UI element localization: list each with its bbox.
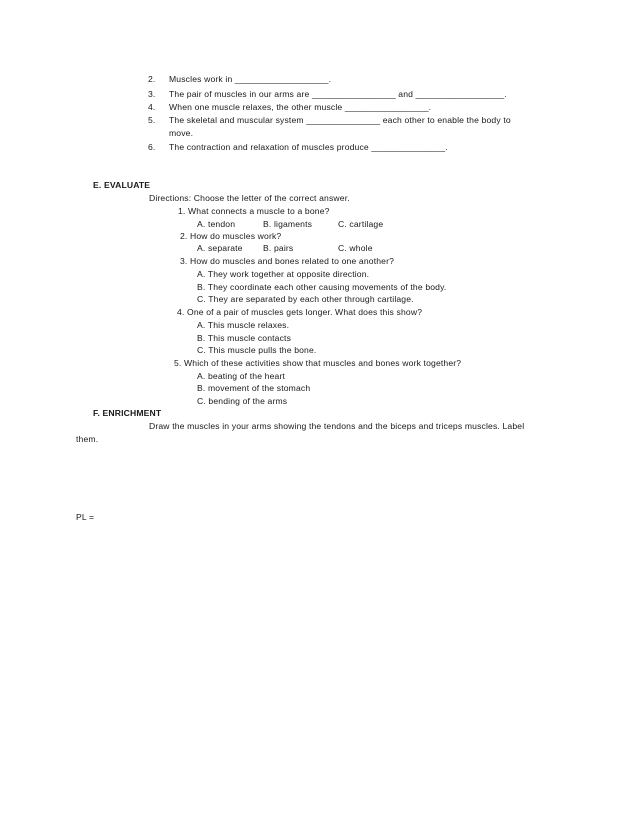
choice-1c: C. cartilage [338,219,384,229]
enrichment-text: Draw the muscles in your arms showing the tendons and the biceps and triceps muscles. Label [149,421,525,431]
item-text: Muscles work in ___________________. [169,74,332,84]
choice-2b: B. pairs [263,243,294,253]
item-number: 5. [148,115,156,125]
question-3: 3. How do muscles and bones related to one another? [180,256,395,266]
item-number: 4. [148,102,156,112]
question-4: 4. One of a pair of muscles gets longer. What does this show? [177,307,423,317]
item-number: 3. [148,89,156,99]
choice-2c: C. whole [338,243,373,253]
item-text: The contraction and relaxation of muscles produce _______________. [169,142,448,152]
choice-3a: A. They work together at opposite direction. [197,269,370,279]
item-text-continued: move. [169,128,194,138]
item-number: 2. [148,74,156,84]
choice-4a: A. This muscle relaxes. [197,320,290,330]
question-5: 5. Which of these activities show that muscles and bones work together? [174,358,462,368]
section-heading-evaluate: E. EVALUATE [93,180,151,190]
item-text: When one muscle relaxes, the other muscle _________________. [169,102,432,112]
choice-5b: B. movement of the stomach [197,383,311,393]
item-number: 6. [148,142,156,152]
choice-1b: B. ligaments [263,219,313,229]
enrichment-text-continued: them. [76,434,99,444]
choice-5a: A. beating of the heart [197,371,286,381]
item-text: The skeletal and muscular system _______________ each other to enable the body to [169,115,511,125]
item-text: The pair of muscles in our arms are _________________ and __________________. [169,89,507,99]
choice-3c: C. They are separated by each other through cartilage. [197,294,414,304]
directions-text: Directions: Choose the letter of the correct answer. [149,193,350,203]
choice-1a: A. tendon [197,219,236,229]
choice-4b: B. This muscle contacts [197,333,292,343]
question-1: 1. What connects a muscle to a bone? [178,206,330,216]
choice-5c: C. bending of the arms [197,396,288,406]
choice-3b: B. They coordinate each other causing movements of the body. [197,282,447,292]
question-2: 2. How do muscles work? [180,231,282,241]
pl-label: PL = [76,512,95,522]
section-heading-enrichment: F. ENRICHMENT [93,408,162,418]
choice-2a: A. separate [197,243,243,253]
choice-4c: C. This muscle pulls the bone. [197,345,317,355]
